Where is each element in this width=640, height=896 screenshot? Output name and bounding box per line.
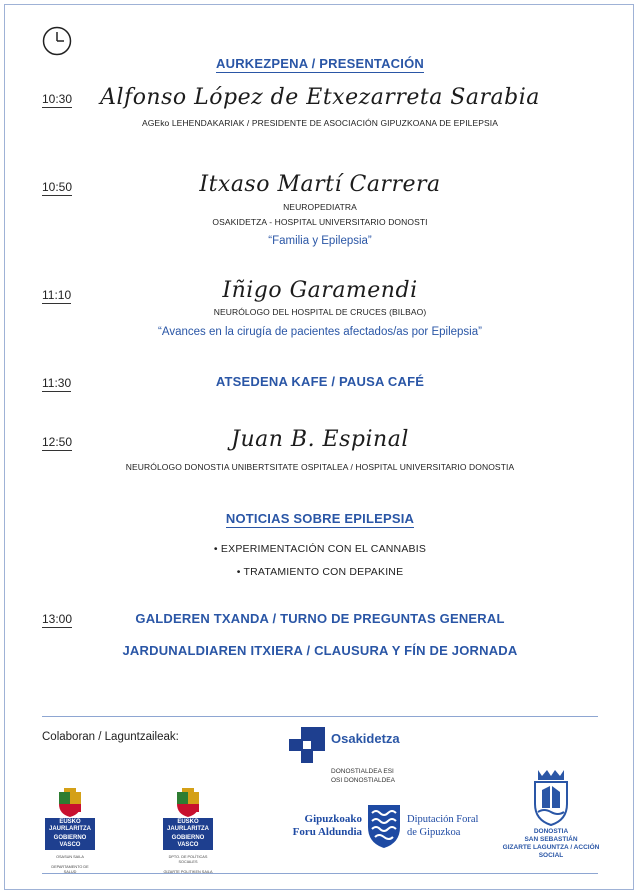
- gv-band-2: GOBIERNO VASCO: [163, 834, 213, 850]
- donostia-crest-icon: [532, 768, 570, 826]
- gobierno-vasco-crest-icon: [55, 788, 85, 818]
- osakidetza-sub-2: OSI DONOSTIALDEA: [331, 777, 395, 784]
- gv-dept-1: DPTO. DE POLÍTICAS SOCIALES: [168, 855, 208, 864]
- donostia-line-2: SAN SEBASTIÁN: [524, 836, 578, 843]
- speaker-name: Juan B. Espinal: [231, 427, 409, 452]
- time-1050: 10:50: [42, 180, 73, 194]
- osakidetza-subtitle: [331, 767, 395, 785]
- time-1250: 12:50: [42, 435, 73, 449]
- gipuzkoa-spanish-name: [407, 813, 478, 839]
- speaker-role: NEUROPEDIATRA: [283, 202, 357, 212]
- news-heading: [0, 511, 640, 526]
- time-1300: 13:00: [42, 612, 73, 626]
- speaker-role: AGEko LEHENDAKARIAK / PRESIDENTE DE ASOCIACIÓN GIPUZKOANA DE EPILEPSIA: [141, 118, 499, 128]
- osakidetza-name: Osakidetza: [331, 731, 400, 746]
- gobierno-vasco-social-logo: [163, 788, 213, 875]
- gv-band-1: EUSKO JAURLARITZA: [163, 818, 213, 834]
- gv-band-2: GOBIERNO VASCO: [45, 834, 95, 850]
- osakidetza-cross-icon: [289, 727, 325, 763]
- closing-heading: JARDUNALDIAREN ITXIERA / CLAUSURA Y FÍN DE JORNADA: [122, 643, 518, 658]
- coffee-break-heading: ATSEDENA KAFE / PAUSA CAFÉ: [215, 374, 425, 389]
- sponsors-label: Colaboran / Laguntzaileak:: [42, 731, 179, 743]
- gipuzkoa-right-1: Diputación Foral: [407, 814, 479, 825]
- divider-bottom: [42, 873, 598, 874]
- news-heading-text: NOTICIAS SOBRE EPILEPSIA: [225, 511, 415, 526]
- speaker-name: Alfonso López de Etxezarreta Sarabia: [100, 85, 540, 110]
- gipuzkoa-right-2: de Gipuzkoa: [407, 827, 461, 838]
- presentation-heading-text: AURKEZPENA / PRESENTACIÓN: [216, 56, 424, 71]
- gipuzkoa-basque-name: [290, 813, 362, 839]
- clock-icon: [42, 26, 72, 56]
- donostia-line-1: DONOSTIA: [533, 828, 569, 835]
- speaker-role: NEURÓLOGO DONOSTIA UNIBERTSITATE OSPITALEA / HOSPITAL UNIVERSITARIO DONOSTIA: [125, 462, 515, 472]
- gv-dept-1: OSASUN SAILA: [56, 855, 84, 859]
- gobierno-vasco-crest-icon: [173, 788, 203, 818]
- divider-top: [42, 716, 598, 717]
- news-item: • EXPERIMENTACIÓN CON EL CANNABIS: [213, 543, 427, 555]
- time-1110: 11:10: [42, 288, 72, 302]
- speaker-name: Iñigo Garamendi: [222, 278, 418, 303]
- talk-title: “Familia y Epilepsia”: [268, 235, 372, 247]
- questions-heading: GALDEREN TXANDA / TURNO DE PREGUNTAS GENERAL: [135, 611, 505, 626]
- time-1130: 11:30: [42, 376, 72, 390]
- talk-title: “Avances en la cirugía de pacientes afectados/as por Epilepsia”: [158, 326, 482, 338]
- time-1030: 10:30: [42, 92, 73, 106]
- news-item: • TRATAMIENTO CON DEPAKINE: [236, 566, 404, 578]
- gv-band-1: EUSKO JAURLARITZA: [45, 818, 95, 834]
- presentation-heading: [0, 56, 640, 71]
- donostia-text: [497, 828, 605, 860]
- gipuzkoa-shield-icon: [366, 803, 402, 849]
- gipuzkoa-left-1: Gipuzkoako: [304, 813, 362, 825]
- gobierno-vasco-health-logo: [45, 788, 95, 875]
- speaker-role: NEURÓLOGO DEL HOSPITAL DE CRUCES (BILBAO): [213, 307, 427, 317]
- gv-dept-2: GIZARTE POLITIKEN SAILA: [163, 870, 213, 874]
- speaker-name: Itxaso Martí Carrera: [199, 172, 441, 197]
- gipuzkoa-left-2: Foru Aldundia: [292, 826, 362, 838]
- speaker-affiliation: OSAKIDETZA - HOSPITAL UNIVERSITARIO DONOSTI: [212, 217, 428, 227]
- osakidetza-sub-1: DONOSTIALDEA ESI: [331, 768, 394, 775]
- gv-dept-2: DEPARTAMENTO DE SALUD: [51, 865, 89, 874]
- donostia-line-3: GIZARTE LAGUNTZA / ACCIÓN SOCIAL: [502, 844, 600, 859]
